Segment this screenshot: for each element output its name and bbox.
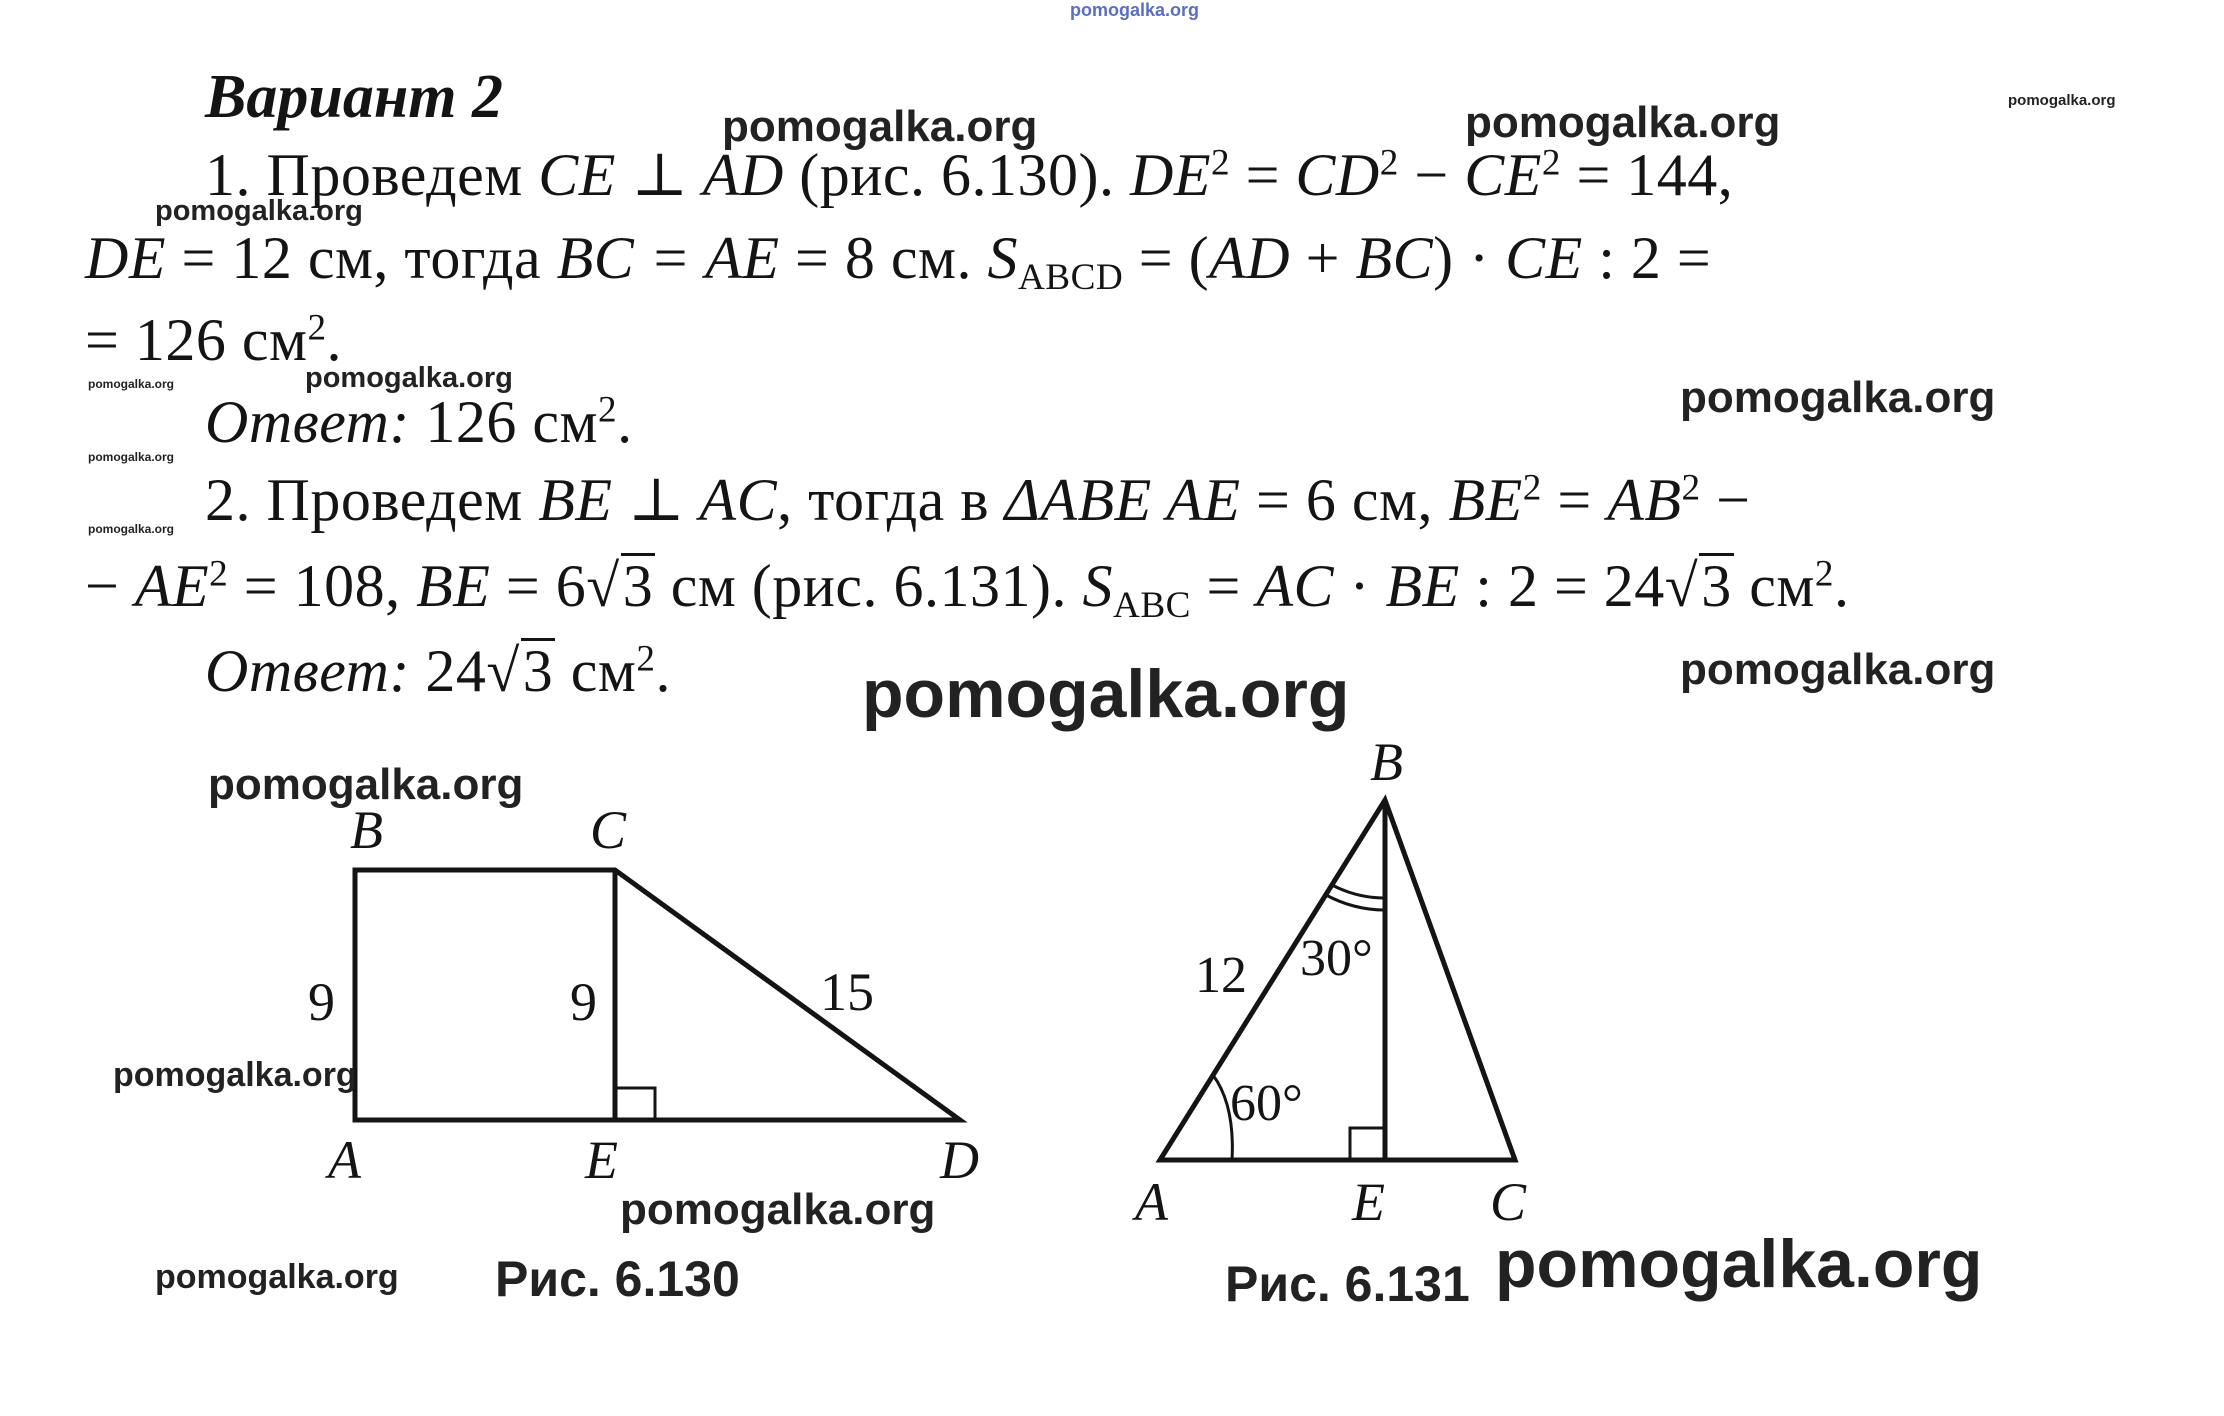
watermark: pomogalka.org: [88, 522, 175, 536]
vertex-a-label: A: [328, 1130, 361, 1190]
sqrt-sign: √: [586, 553, 620, 619]
watermark: pomogalka.org: [1680, 645, 1996, 694]
vertex-b-label: B: [350, 800, 383, 860]
angle-arc-b-inner: [1332, 885, 1385, 898]
watermark: pomogalka.org: [113, 1056, 357, 1094]
side-cd-label: 15: [820, 962, 874, 1022]
watermark: pomogalka.org: [208, 760, 524, 809]
watermark: pomogalka.org: [305, 362, 513, 394]
right-angle-mark: [1350, 1128, 1385, 1160]
problem1-line2: DE = 12 см, тогда BC = AE = 8 см. $S_{ABCD} = (AD + BC)$ · CE : 2 =: [85, 225, 1712, 299]
sqrt-sign: √: [1664, 553, 1699, 619]
vertex-c-label: C: [1490, 1172, 1527, 1232]
watermark: pomogalka.org: [620, 1185, 936, 1234]
figure-6-130: [300, 800, 1020, 1220]
watermark: pomogalka.org: [1465, 98, 1781, 147]
problem1-answer: Ответ: 126 $см^2$.: [205, 389, 633, 455]
problem2-line1: 2. Проведем BE ⊥ AC, тогда в ΔABE AE = 6 см, $BE^2 = AB^2$ −: [205, 467, 1751, 533]
watermark: pomogalka.org: [155, 195, 363, 227]
vertex-a-label: A: [1135, 1172, 1168, 1232]
figure-6-131-caption: Рис. 6.131: [1225, 1256, 1470, 1312]
problem1-line3: = 126 $см^2$.: [85, 307, 343, 373]
angle-a-label: 60°: [1230, 1075, 1303, 1132]
problem2-line2: − $AE^2 = 108$, BE = 6√3 см (рис. 6.131). $S_{ABC}$ = AC · BE : 2 = 24√3 $см^2$.: [85, 553, 1850, 627]
vertex-e-label: E: [1352, 1172, 1385, 1232]
variant-heading: Вариант 2: [205, 63, 503, 131]
figure-6-130-caption: Рис. 6.130: [495, 1251, 740, 1307]
watermark: pomogalka.org: [862, 656, 1350, 732]
side-ab-label: 9: [308, 972, 335, 1032]
problem1-line1: 1. Проведем CE ⊥ AD (рис. 6.130). $DE^2 = CD^2 - CE^2 = 144$,: [205, 142, 1734, 208]
vertex-d-label: D: [940, 1130, 979, 1190]
angle-b-label: 30°: [1300, 930, 1373, 987]
watermark: pomogalka.org: [722, 102, 1038, 151]
problem2-number: 2.: [205, 467, 251, 533]
watermark: pomogalka.org: [155, 1258, 399, 1296]
figure-6-131: [1120, 720, 1560, 1240]
watermark: pomogalka.org: [2008, 92, 2116, 109]
watermark: pomogalka.org: [88, 377, 175, 391]
vertex-c-label: C: [590, 800, 627, 860]
vertex-e-label: E: [585, 1130, 618, 1190]
right-angle-mark: [615, 1088, 655, 1120]
watermark: pomogalka.org: [1495, 1226, 1983, 1302]
problem2-answer: Ответ: 24√3 $см^2$.: [205, 638, 671, 704]
sqrt-sign: √: [486, 638, 520, 704]
height-ce-label: 9: [570, 972, 597, 1032]
side-ab-label: 12: [1195, 947, 1247, 1004]
watermark: pomogalka.org: [1070, 0, 1200, 20]
watermark: pomogalka.org: [1680, 373, 1996, 422]
vertex-b-label: B: [1370, 732, 1403, 792]
watermark: pomogalka.org: [88, 450, 175, 464]
problem1-number: 1.: [205, 142, 251, 208]
